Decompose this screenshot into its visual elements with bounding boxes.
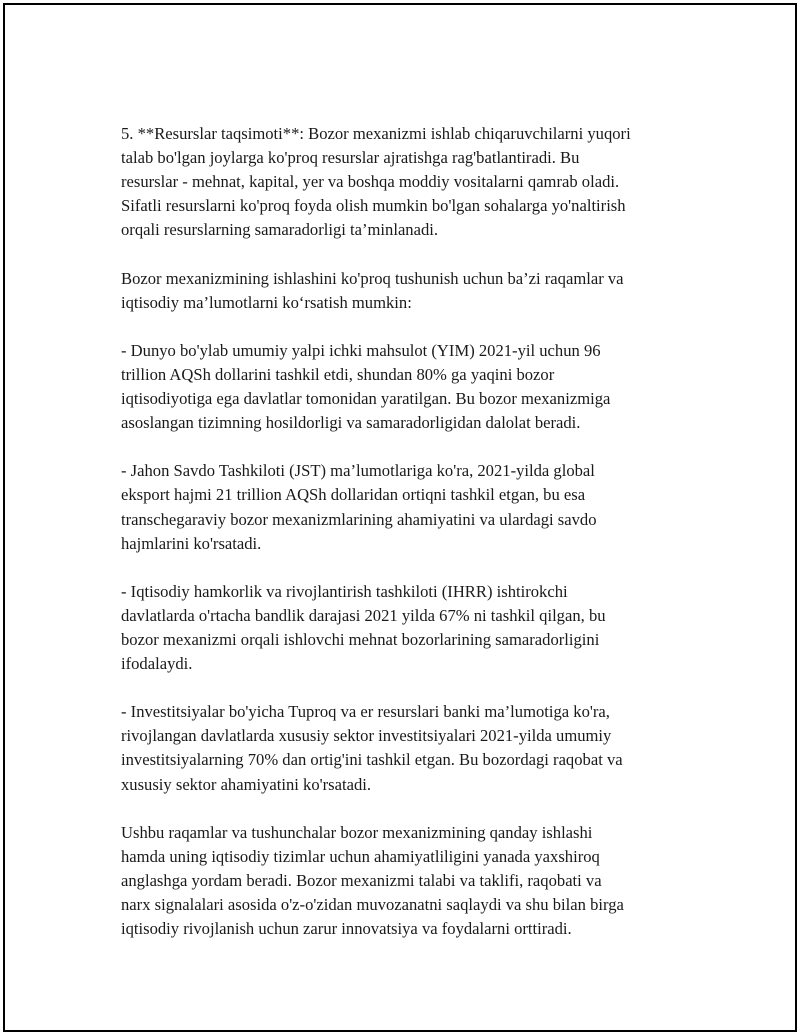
paragraph-resource-allocation: 5. **Resurslar taqsimoti**: Bozor mexanizmi ishlab chiqaruvchilarni yuqori talab bo'lgan joylarga ko'proq resurslar ajratishga rag'batlantiradi. Bu resurslar - mehnat, kapital, yer va boshqa moddiy vositalarni qamrab oladi. Sifatli resurslarni ko'proq foyda olish mumkin bo'lgan sohalarga yo'naltirish orqali resurslarning samaradorligi ta’minlanadi. (121, 124, 631, 240)
list-item-wto-exports: - Jahon Savdo Tashkiloti (JST) ma’lumotlariga ko'ra, 2021-yilda global eksport hajmi 21 trillion AQSh dollaridan ortiqni tashkil etgan, bu esa transchegaraviy bozor mexanizmlarining ahamiyatini va ulardagi savdo hajmlarini ko'rsatadi. (121, 461, 597, 553)
list-item-oecd-employment: - Iqtisodiy hamkorlik va rivojlantirish tashkiloti (IHRR) ishtirokchi davlatlarda o'rtacha bandlik darajasi 2021 yilda 67% ni tashkil qilgan, bu bozor mexanizmi orqali ishlovchi mehnat bozorlarining samaradorligini ifodalaydi. (121, 581, 606, 674)
paragraph-conclusion: Ushbu raqamlar va tushunchalar bozor mexanizmining qanday ishlashi hamda uning iqtisodiy tizimlar uchun ahamiyatliligini yanada yaxshiroq anglashga yordam beradi. Bozor mexanizmi talabi va taklifi, raqobati va narx signalalari asosida o'z-o'zidan muvozanatni saqlaydi va shu bilan birga iqtisodiy rivojlanish uchun zarur innovatsiya va foydalarni orttiradi. (121, 822, 624, 939)
list-item-private-investment: - Investitsiyalar bo'yicha Tuproq va er resurslari banki ma’lumotiga ko'ra, rivojlangan davlatlarda xususiy sektor investitsiyalari 2021-yilda umumiy investitsiyalarning 70% dan ortig'ini tashkil etgan. Bu bozordagi raqobat va xususiy sektor ahamiyatini ko'rsatadi. (121, 702, 623, 794)
paragraph-intro-figures: Bozor mexanizmining ishlashini ko'proq tushunish uchun ba’zi raqamlar va iqtisodiy ma’lumotlarni ko‘rsatish mumkin: (121, 268, 624, 312)
list-item-gdp: - Dunyo bo'ylab umumiy yalpi ichki mahsulot (YIM) 2021-yil uchun 96 trillion AQSh dollarini tashkil etdi, shundan 80% ga yaqini bozor iqtisodiyotiga ega davlatlar tomonidan yaratilgan. Bu bozor mexanizmiga asoslangan tizimning hosildorligi va samaradorligidan dalolat beradi. (121, 340, 611, 433)
document-page (3, 3, 797, 1032)
document-body (121, 122, 711, 941)
